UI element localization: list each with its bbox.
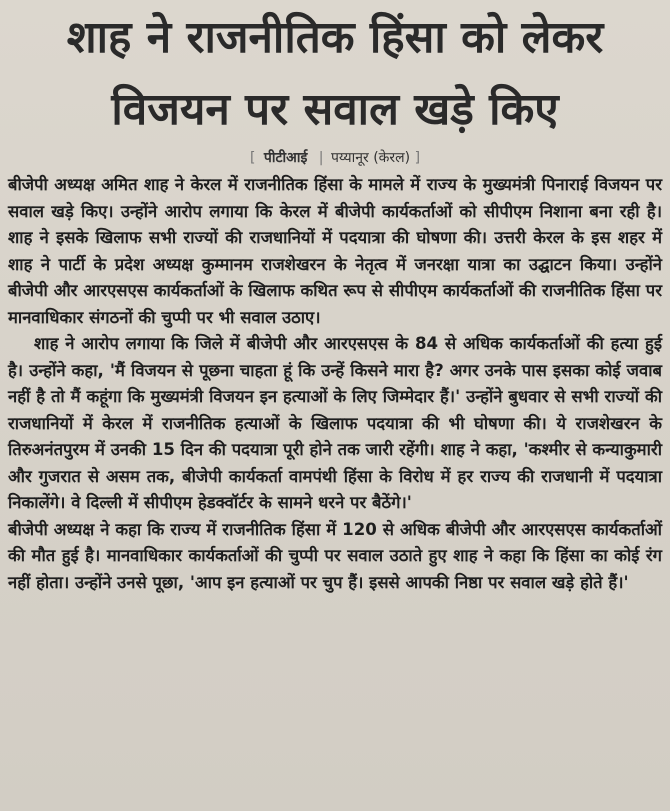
byline-separator: | (318, 150, 324, 166)
headline-line-2: विजयन पर सवाल खड़े किए (111, 84, 559, 135)
byline-open-bracket: [ (249, 150, 256, 166)
byline-close-bracket: ] (414, 150, 421, 166)
paragraph-2: शाह ने आरोप लगाया कि जिले में बीजेपी और आरएसएस के 84 से अधिक कार्यकर्ताओं की हत्या हुई है। उन्होंने कहा, 'मैं विजयन से पूछना चाहता हूं कि उन्हें किसने मारा है? अगर उनके पास इसका कोई जवाब नहीं है तो मैं कहूंगा कि मुख्यमंत्री विजयन इन हत्याओं के लिए जिम्मेदार हैं।' उन्होंने बुधवार से सभी राज्यों की राजधानियों में केरल में राजनीतिक हत्याओं के खिलाफ पदयात्रा की भी घोषणा की। ये राजशेखरन के तिरुअनंतपुरम में उनकी 15 दिन की पदयात्रा पूरी होने तक जारी रहेंगी। शाह ने कहा, 'कश्मीर से कन्याकुमारी और गुजरात से असम तक, बीजेपी कार्यकर्ता वामपंथी हिंसा के विरोध में हर राज्य की राजधानी में पदयात्रा निकालेंगे। वे दिल्ली में सीपीएम हेडक्वॉर्टर के सामने धरने पर बैठेंगे।' (8, 334, 662, 512)
byline (0, 148, 670, 167)
byline-source: पीटीआई (263, 150, 308, 166)
lead-phrase: बीजेपी अध्यक्ष (8, 175, 95, 194)
paragraph-3: बीजेपी अध्यक्ष ने कहा कि राज्य में राजनीतिक हिंसा में 120 से अधिक बीजेपी और आरएसएस कार्यकर्ताओं की मौत हुई है। मानवाधिकार कार्यकर्ताओं की चुप्पी पर सवाल उठाते हुए शाह ने कहा कि हिंसा का कोई रंग नहीं होता। उन्होंने उनसे पूछा, 'आप इन हत्याओं पर चुप हैं। इससे आपकी निष्ठा पर सवाल खड़े होते हैं।' (8, 519, 662, 592)
article-body (8, 172, 662, 596)
paragraph-1-text: अमित शाह ने केरल में राजनीतिक हिंसा के मामले में राज्य के मुख्यमंत्री पिनाराई विजयन पर सवाल खड़े किए। उन्होंने आरोप लगाया कि केरल में बीजेपी कार्यकर्ताओं को सीपीएम निशाना बना रही है। शाह ने इसके खिलाफ सभी राज्यों की राजधानियों में पदयात्रा की घोषणा की। उत्तरी केरल के इस शहर में शाह ने पार्टी के प्रदेश अध्यक्ष कुम्मानम राजशेखरन के नेतृत्व में जनरक्षा यात्रा का उद्घाटन किया। उन्होंने बीजेपी और आरएसएस कार्यकर्ताओं के खिलाफ कथित रूप से सीपीएम कार्यकर्ताओं की राजनीतिक हिंसा पर मानवाधिकार संगठनों की चुप्पी पर भी सवाल उठाए। (8, 175, 662, 327)
byline-dateline: पय्यानूर (केरल) (330, 150, 411, 166)
paragraph-1 (8, 172, 662, 331)
headline-line-1: शाह ने राजनीतिक हिंसा को लेकर (66, 12, 604, 63)
